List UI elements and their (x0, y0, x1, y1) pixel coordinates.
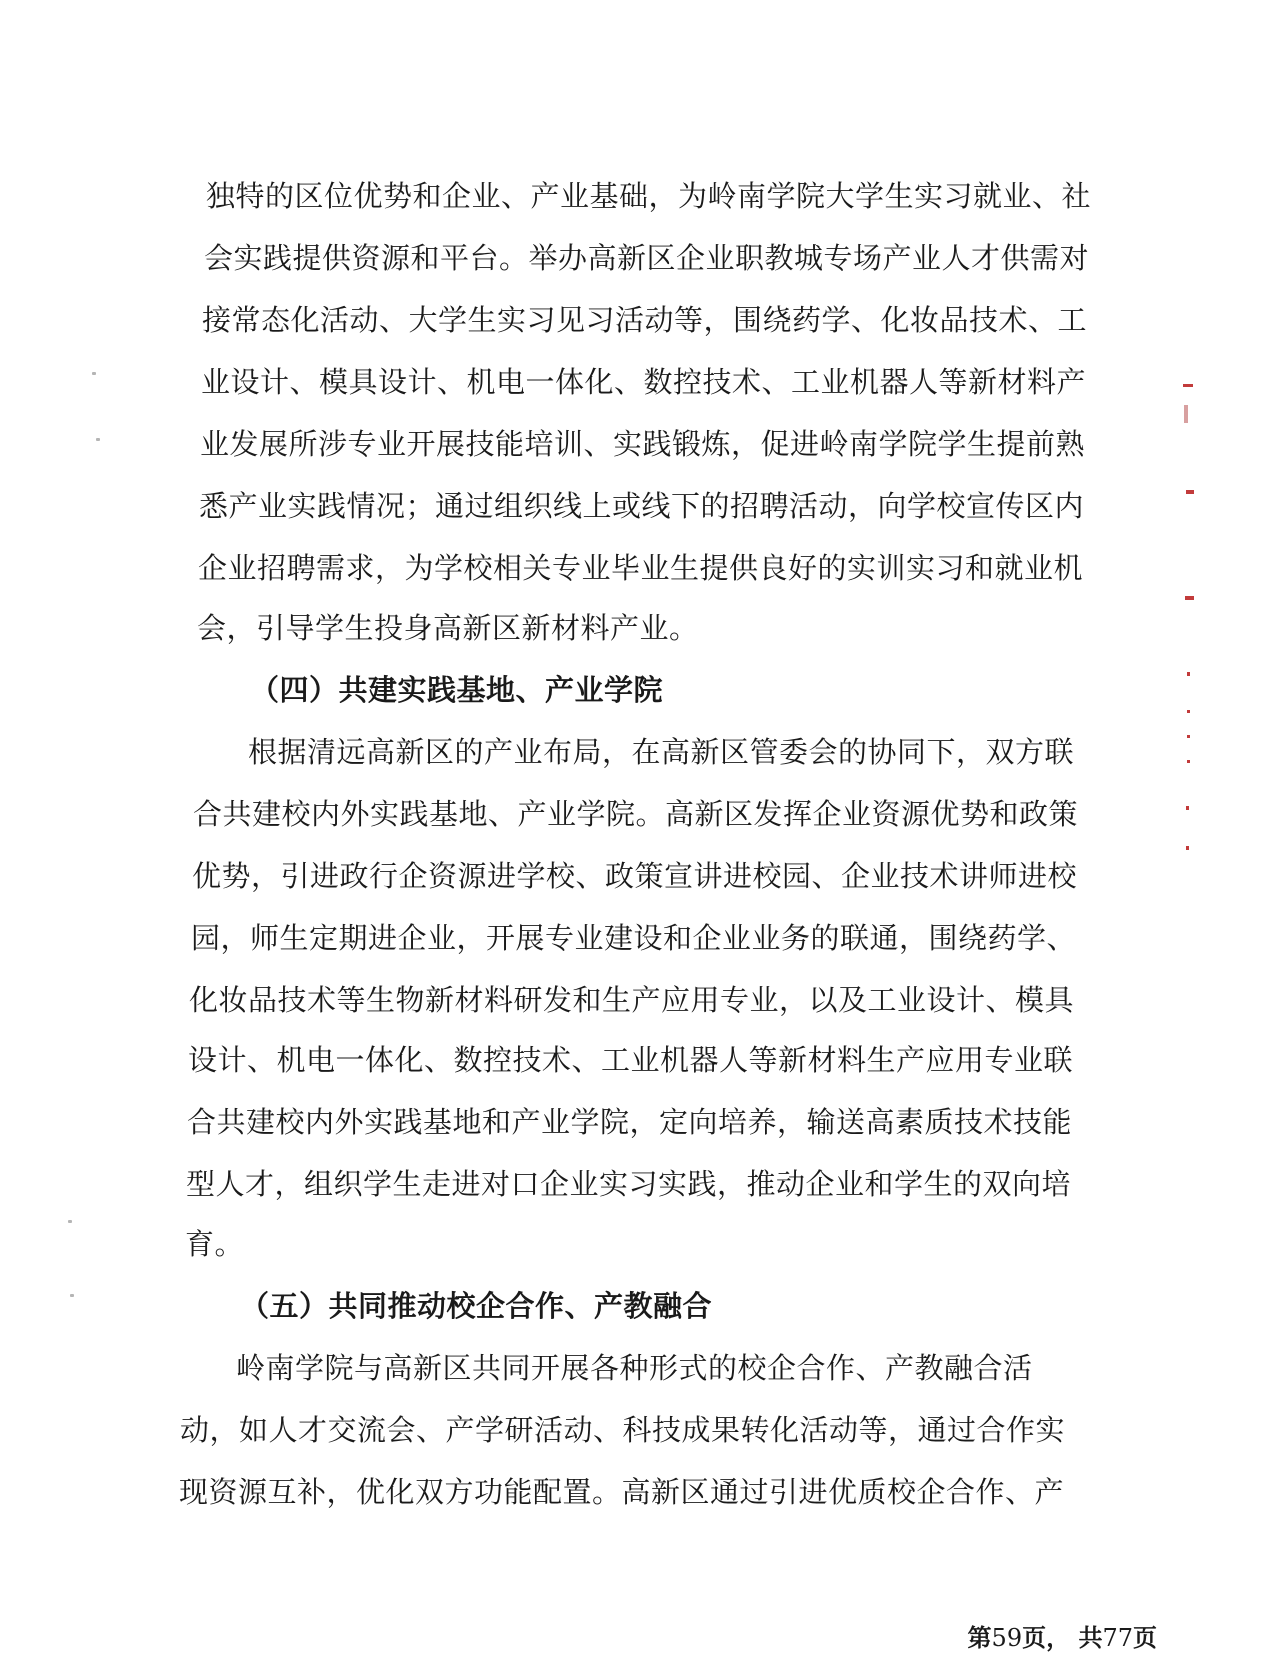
text-line: 会实践提供资源和平台。举办高新区企业职教城专场产业人才供需对 (204, 241, 1090, 275)
text-line: 岭南学院与高新区共同开展各种形式的校企合作、产教融合活 (236, 1351, 1033, 1385)
edge-mark (1186, 490, 1194, 494)
text-line: 根据清远高新区的产业布局，在高新区管委会的协同下，双方联 (248, 735, 1075, 769)
edge-mark (1187, 760, 1190, 763)
text-line: 现资源互补，优化双方功能配置。高新区通过引进优质校企合作、产 (179, 1475, 1065, 1509)
section-heading-4: （四）共建实践基地、产业学院 (250, 673, 664, 707)
edge-mark (1185, 596, 1194, 600)
edge-mark (1187, 672, 1190, 676)
text-line: 设计、机电一体化、数控技术、工业机器人等新材料生产应用专业联 (188, 1043, 1074, 1077)
text-line: 合共建校内外实践基地和产业学院，定向培养，输送高素质技术技能 (187, 1105, 1073, 1139)
edge-mark (1187, 710, 1190, 713)
text-line: 育。 (185, 1227, 245, 1261)
section-heading-5: （五）共同推动校企合作、产教融合 (240, 1289, 713, 1323)
footer-suffix: 页 (1133, 1623, 1157, 1652)
scan-speck (68, 1220, 72, 1223)
scan-speck (70, 1294, 74, 1297)
edge-mark (1186, 806, 1189, 810)
footer-prefix: 第 (967, 1623, 992, 1652)
text-line: 独特的区位优势和企业、产业基础，为岭南学院大学生实习就业、社 (206, 179, 1092, 213)
text-line: 化妆品技术等生物新材料研发和生产应用专业，以及工业设计、模具 (189, 983, 1075, 1017)
text-line: 合共建校内外实践基地、产业学院。高新区发挥企业资源优势和政策 (193, 797, 1079, 831)
page-footer (968, 1618, 1157, 1653)
scan-speck (92, 372, 96, 375)
edge-mark (1187, 735, 1190, 738)
text-line: 企业招聘需求，为学校相关专业毕业生提供良好的实训实习和就业机 (198, 551, 1084, 585)
text-line: 优势，引进政行企资源进学校、政策宣讲进校园、企业技术讲师进校 (192, 859, 1078, 893)
text-line: 业设计、模具设计、机电一体化、数控技术、工业机器人等新材料产 (201, 365, 1087, 399)
text-line: 型人才，组织学生走进对口企业实习实践，推动企业和学生的双向培 (186, 1167, 1072, 1201)
footer-middle: 页， 共 (1022, 1623, 1103, 1652)
scan-speck (96, 438, 100, 441)
page-number: 59 (991, 1624, 1023, 1652)
text-line: 会，引导学生投身高新区新材料产业。 (197, 611, 699, 645)
text-line: 业发展所涉专业开展技能培训、实践锻炼，促进岭南学院学生提前熟 (200, 427, 1086, 461)
text-line: 接常态化活动、大学生实习见习活动等，围绕药学、化妆品技术、工 (202, 303, 1088, 337)
text-line: 悉产业实践情况；通过组织线上或线下的招聘活动，向学校宣传区内 (199, 489, 1085, 523)
total-pages: 77 (1102, 1624, 1133, 1652)
text-line: 动，如人才交流会、产学研活动、科技成果转化活动等，通过合作实 (180, 1413, 1066, 1447)
edge-mark (1183, 384, 1193, 387)
text-line: 园，师生定期进企业，开展专业建设和企业业务的联通，围绕药学、 (191, 921, 1077, 955)
edge-mark (1184, 405, 1188, 423)
edge-mark (1186, 846, 1189, 850)
